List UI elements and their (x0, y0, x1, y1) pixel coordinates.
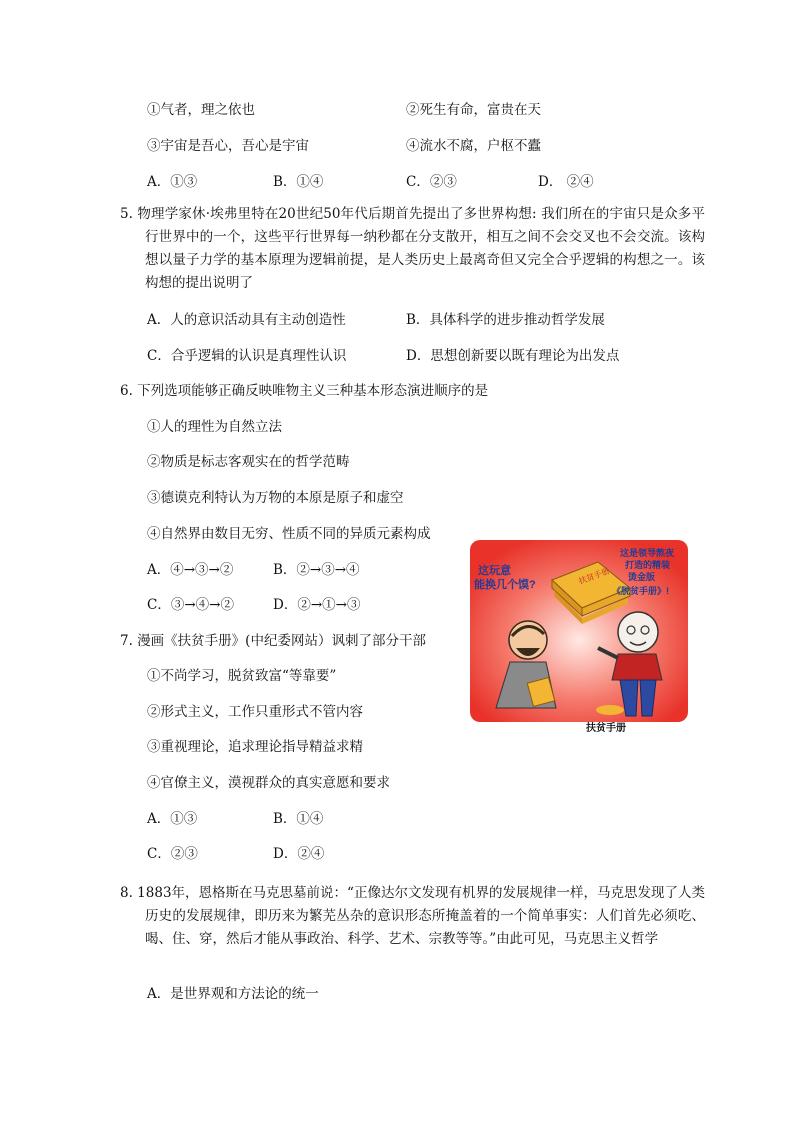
q6-statement-1: ①人的理性为自然立法 (147, 419, 282, 435)
q6-stem: 6. 下列选项能够正确反映唯物主义三种基本形态演进顺序的是 (120, 383, 489, 399)
q8-option-a: A．是世界观和方法论的统一 (147, 986, 319, 1002)
q6-option-a: A．④→③→② (147, 562, 234, 578)
q4-option-c: C．②③ (406, 174, 457, 190)
bubble-right-line-4: 《脱贫手册》! (612, 586, 669, 596)
cartoon-illustration (470, 540, 688, 722)
book-label: 扶贫手册 (577, 566, 611, 586)
cartoon-caption: 扶贫手册 (586, 723, 626, 734)
q6-option-c: C．③→④→② (147, 597, 234, 613)
bubble-right-line-2: 打造的精装 (625, 560, 671, 570)
q5-option-c: C．合乎逻辑的认识是真理性认识 (147, 348, 347, 364)
q5-option-d: D．思想创新要以既有理论为出发点 (406, 348, 620, 364)
q7-stem: 7. 漫画《扶贫手册》(中纪委网站）讽刺了部分干部 (120, 633, 426, 649)
bubble-left-line-1: 这玩意 (478, 565, 511, 577)
q7-option-c: C．②③ (147, 846, 198, 862)
bubble-right-line-3: 烫金版 (628, 572, 656, 582)
q4-option-a: A．①③ (147, 174, 198, 190)
q7-statement-1: ①不尚学习，脱贫致富“等靠要” (147, 668, 337, 684)
q7-option-a: A．①③ (147, 811, 198, 827)
q8-stem-text: 8. 1883年，恩格斯在马克思墓前说：“正像达尔文发现有机界的发展规律一样，马克思发现了人类历史的发展规律，即历来为繁芜丛杂的意识形态所掩盖着的一个简单事实：人们首先必须吃、喝、住、穿，然后才能从事政治、科学、艺术、宗教等等。”由此可见，马克思主义哲学 (120, 885, 705, 947)
q6-statement-2: ②物质是标志客观实在的哲学范畴 (147, 454, 350, 470)
q5-option-b: B．具体科学的进步推动哲学发展 (406, 312, 605, 328)
q6-statement-4: ④自然界由数目无穷、性质不同的异质元素构成 (147, 526, 431, 542)
q6-statement-3: ③德谟克利特认为万物的本原是原子和虚空 (147, 490, 404, 506)
q6-option-d: D．②→①→③ (273, 597, 361, 613)
q5-option-a: A．人的意识活动具有主动创造性 (147, 312, 346, 328)
bubble-left-line-2: 能换几个馍? (474, 579, 536, 591)
q5-stem (120, 203, 705, 295)
bubble-right-line-1: 这是领导熬夜 (620, 548, 675, 558)
q4-statement-1: ①气者，理之依也 (147, 102, 255, 118)
q4-statement-4: ④流水不腐，户枢不蠹 (406, 138, 541, 154)
q7-option-b: B．①④ (273, 811, 324, 827)
bowl-icon (596, 705, 624, 715)
q5-stem-text: 5. 物理学家休·埃弗里特在20世纪50年代后期首先提出了多世界构想: 我们所在的宇宙只是众多平行世界中的一个，这些平行世界每一纳秒都在分支散开，相互之间不会交叉也不会交流。该构想以量子力学的基本原理为逻辑前提，是人类历史上最离奇但又完全合乎逻辑的构想之一。该构想的提出说明了 (120, 206, 705, 291)
q8-stem (120, 882, 705, 951)
q6-option-b: B．②→③→④ (273, 562, 360, 578)
q7-option-d: D．②④ (273, 846, 325, 862)
q4-statement-3: ③宇宙是吾心，吾心是宇宙 (147, 138, 309, 154)
q4-statement-2: ②死生有命，富贵在天 (406, 102, 541, 118)
q7-statement-3: ③重视理论，追求理论指导精益求精 (147, 739, 363, 755)
q7-statement-4: ④官僚主义，漠视群众的真实意愿和要求 (147, 775, 390, 791)
q7-statement-2: ②形式主义，工作只重形式不管内容 (147, 704, 363, 720)
q4-option-d: D． ②④ (538, 174, 594, 190)
q4-option-b: B．①④ (273, 174, 324, 190)
